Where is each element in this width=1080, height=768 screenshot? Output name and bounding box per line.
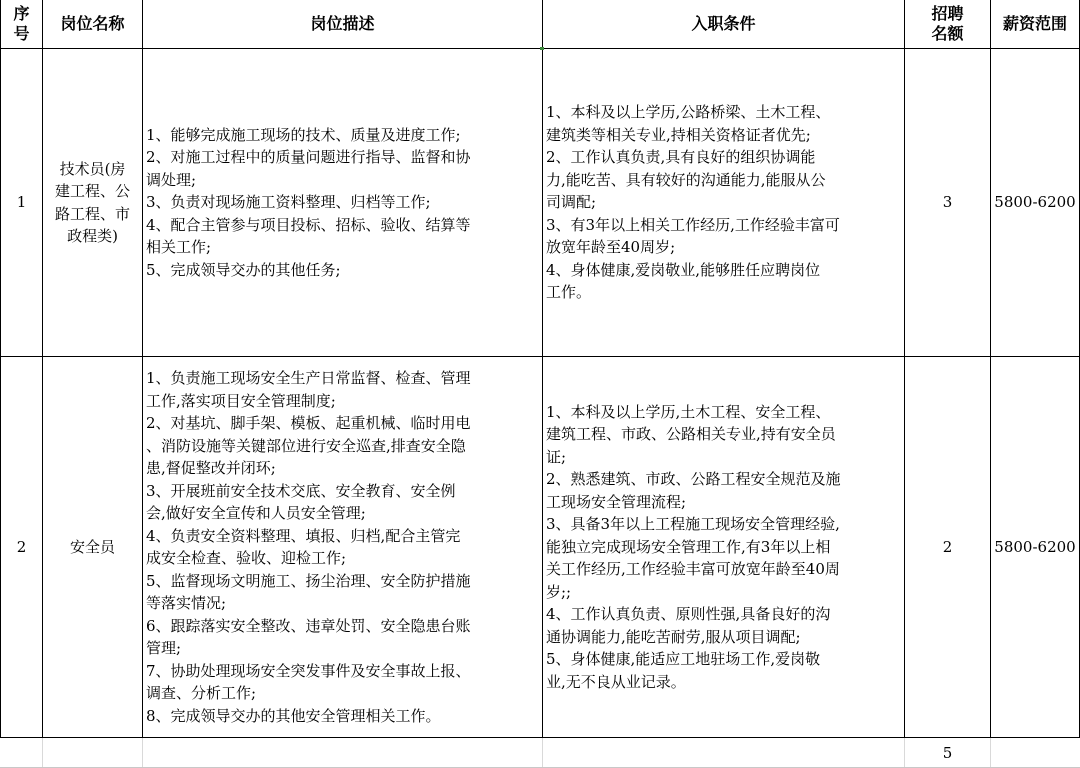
header-seq: 序 号 — [13, 4, 30, 43]
row-1-quota: 3 — [942, 193, 953, 212]
row-2-requirements: 1、本科及以上学历,土木工程、安全工程、 建筑工程、市政、公路相关专业,持有安全员 证; 2、熟悉建筑、市政、公路工程安全规范及施 工现场安全管理流程; 3、具备3年以上工程施工现场安全管理经验, 能独立完成现场安全管理工作,有3年以上相 关工作经历,工作经验丰富可放宽年龄至40周 岁;; 4、工作认真负责、原则性强,具备良好的沟 通协调能力,能吃苦耐劳,服从项目调配; 5、身体健康,能适应工地驻场工作,爱岗敬 业,无不良从业记录。 — [546, 402, 841, 691]
row-1-position-name: 技术员(房 建工程、公 路工程、市 政程类) — [54, 159, 130, 245]
total-quota: 5 — [942, 743, 953, 762]
row-2-position-name: 安全员 — [69, 537, 115, 556]
column-divider-light — [990, 738, 991, 768]
row-1-salary: 5800-6200 — [994, 193, 1076, 212]
column-divider-light — [42, 738, 43, 768]
header-requirements: 入职条件 — [691, 14, 756, 33]
column-divider-light — [542, 738, 543, 768]
row-2-salary: 5800-6200 — [994, 537, 1076, 556]
row-1-seq: 1 — [16, 193, 27, 212]
row-1-requirements: 1、本科及以上学历,公路桥梁、土木工程、 建筑类等相关专业,持相关资格证者优先; 2、工作认真负责,具有良好的组织协调能 力,能吃苦、具有较好的沟通能力,能服从公 司调配; 3、有3年以上相关工作经历,工作经验丰富可 放宽年龄至40周岁; 4、身体健康,爱岗敬业,能够胜任应聘岗位 工作。 — [546, 103, 840, 302]
header-position-name: 岗位名称 — [60, 14, 125, 33]
row-2-seq: 2 — [16, 537, 27, 556]
row-2-description: 1、负责施工现场安全生产日常监督、检查、管理 工作,落实项目安全管理制度; 2、对基坑、脚手架、模板、起重机械、临时用电 、消防设施等关键部位进行安全巡查,排查安全隐 患,督促整改并闭环; 3、开展班前安全技术交底、安全教育、安全例 会,做好安全宣传和人员安全管理; 4、负责安全资料整理、填报、归档,配合主管完 成安全检查、验收、迎检工作; 5、监督现场文明施工、扬尘治理、安全防护措施 等落实情况; 6、跟踪落实安全整改、违章处罚、安全隐患台账 管理; 7、协助处理现场安全突发事件及安全事故上报、 调查、分析工作; 8、完成领导交办的其他安全管理相关工作。 — [146, 369, 471, 725]
header-description: 岗位描述 — [310, 14, 375, 33]
column-divider-light — [142, 738, 143, 768]
row-1-description: 1、能够完成施工现场的技术、质量及进度工作; 2、对施工过程中的质量问题进行指导、监督和协 调处理; 3、负责对现场施工资料整理、归档等工作; 4、配合主管参与项目投标、招标、验收、结算等 相关工作; 5、完成领导交办的其他任务; — [146, 125, 471, 279]
header-salary: 薪资范围 — [1002, 14, 1067, 33]
row-2-quota: 2 — [942, 537, 953, 556]
header-quota: 招聘 名额 — [931, 4, 964, 43]
